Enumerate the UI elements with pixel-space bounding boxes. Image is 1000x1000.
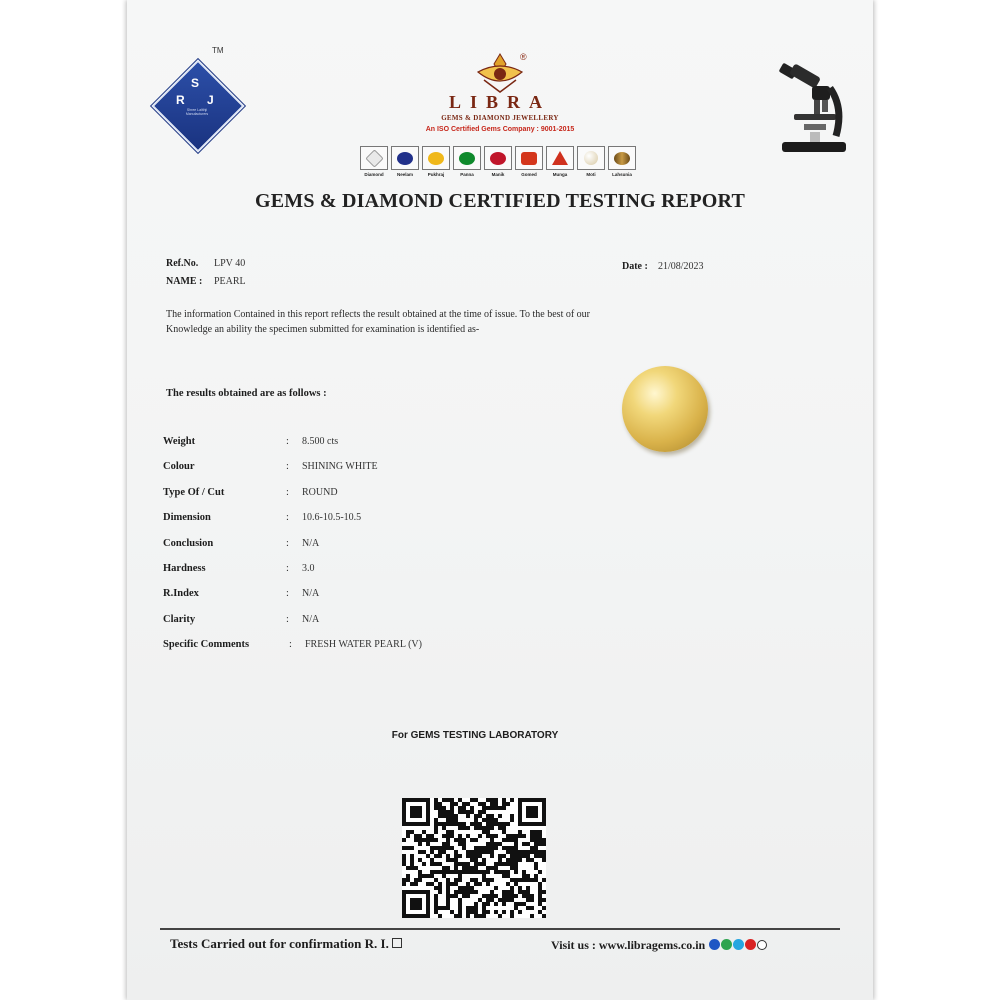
result-value: SHINING WHITE (302, 461, 378, 472)
gem-item-neelam (391, 146, 419, 180)
gem-icon (459, 152, 475, 165)
gem-icon (521, 152, 537, 165)
gem-icon (490, 152, 506, 165)
result-value: N/A (302, 538, 320, 549)
gem-label: Moti (586, 172, 596, 177)
gem-label: Munga (552, 172, 568, 177)
name-label: NAME : (166, 276, 203, 287)
libra-subtitle: GEMS & DIAMOND JEWELLERY (441, 114, 559, 122)
report-title: GEMS & DIAMOND CERTIFIED TESTING REPORT (255, 190, 745, 212)
gem-item-moti (577, 146, 605, 180)
ref-value: LPV 40 (214, 258, 246, 269)
gem-item-munga (546, 146, 574, 180)
result-row-conclusion (163, 538, 663, 554)
gem-label: Diamond (364, 172, 384, 177)
result-colon: : (286, 436, 289, 447)
results-heading: The results obtained are as follows : (166, 388, 327, 399)
facebook-icon[interactable] (709, 939, 720, 950)
gem-label: Panna (460, 172, 474, 177)
gem-item-diamond (360, 146, 388, 180)
gem-item-pukhraj (422, 146, 450, 180)
result-value: FRESH WATER PEARL (V) (305, 639, 422, 650)
result-label: Colour (163, 461, 195, 472)
date-value: 21/08/2023 (658, 261, 704, 272)
gem-icon (397, 152, 413, 165)
result-label: Clarity (163, 614, 196, 625)
info-line: The information Contained in this report reflects the result obtained at the time of issue. To the best of our (166, 309, 591, 320)
gem-label: Lahsunia (612, 172, 632, 177)
name-value: PEARL (214, 276, 246, 287)
result-row-type (163, 487, 663, 503)
checkbox-icon (392, 938, 402, 948)
gem-icon (428, 152, 444, 165)
gem-label: Neelam (396, 172, 413, 177)
result-row-comments (163, 639, 663, 655)
whatsapp-icon[interactable] (721, 939, 732, 950)
footer-website (551, 938, 767, 953)
result-value: N/A (302, 614, 320, 625)
gem-item-panna (453, 146, 481, 180)
result-colon: : (286, 487, 289, 498)
result-colon: : (286, 588, 289, 599)
website-link[interactable]: Visit us : www.libragems.co.in (551, 938, 706, 952)
srj-diamond-icon (151, 59, 244, 152)
confirmation-code: R. I. (364, 936, 389, 951)
result-row-colour (163, 461, 663, 477)
qr-code[interactable] (402, 798, 546, 918)
gem-icon (584, 151, 598, 165)
gem-icon (614, 152, 630, 165)
ref-label: Ref.No. (166, 258, 199, 269)
srj-letter-j: J (207, 93, 214, 107)
confirmation-text: Tests Carried out for confirmation (170, 936, 362, 951)
gem-strip (360, 146, 650, 180)
footer-confirmation (170, 936, 402, 952)
result-colon: : (286, 614, 289, 625)
result-row-rindex (163, 588, 663, 604)
result-value: 3.0 (302, 563, 315, 574)
srj-subtitle: Shree Lalithji Manufacturers (185, 108, 209, 116)
result-label: R.Index (163, 588, 199, 599)
result-row-dimension (163, 512, 663, 528)
libra-name: LIBRA (448, 92, 551, 112)
result-label: Type Of / Cut (163, 487, 225, 498)
gem-item-manik (484, 146, 512, 180)
iso-certification: An ISO Certified Gems Company : 9001-2015 (425, 126, 575, 133)
result-value: 10.6-10.5-10.5 (302, 512, 362, 523)
trademark-mark: TM (212, 46, 224, 55)
result-value: 8.500 cts (302, 436, 339, 447)
gem-label: Manik (491, 172, 505, 177)
gem-icon (552, 151, 568, 165)
info-line: Knowledge an ability the specimen submitted for examination is identified as- (166, 324, 480, 335)
microscope-icon (770, 58, 850, 158)
gem-item-gomed (515, 146, 543, 180)
date-label: Date : (622, 261, 648, 272)
footer-divider (160, 928, 840, 930)
result-row-hardness (163, 563, 663, 579)
srj-letter-s: S (191, 76, 200, 90)
srj-letter-r: R (176, 93, 185, 107)
result-label: Weight (163, 436, 196, 447)
result-colon: : (289, 639, 292, 650)
srj-logo (150, 46, 240, 148)
info-paragraph (166, 307, 766, 337)
result-label: Conclusion (163, 538, 214, 549)
result-colon: : (286, 563, 289, 574)
result-label: Specific Comments (163, 639, 250, 650)
result-label: Hardness (163, 563, 206, 574)
registered-mark: ® (520, 52, 527, 62)
result-colon: : (286, 461, 289, 472)
gem-item-lahsunia (608, 146, 636, 180)
diamond-icon (365, 149, 383, 167)
gem-label: Pukhraj (427, 172, 445, 177)
result-value: N/A (302, 588, 320, 599)
twitter-icon[interactable] (733, 939, 744, 950)
result-value: ROUND (302, 487, 338, 498)
result-row-clarity (163, 614, 663, 630)
gem-label: Gomed (521, 172, 537, 177)
youtube-icon[interactable] (745, 939, 756, 950)
result-row-weight (163, 436, 663, 452)
result-colon: : (286, 538, 289, 549)
result-label: Dimension (163, 512, 211, 523)
instagram-icon[interactable] (757, 940, 767, 950)
result-colon: : (286, 512, 289, 523)
lab-signature-line: For GEMS TESTING LABORATORY (391, 730, 559, 741)
